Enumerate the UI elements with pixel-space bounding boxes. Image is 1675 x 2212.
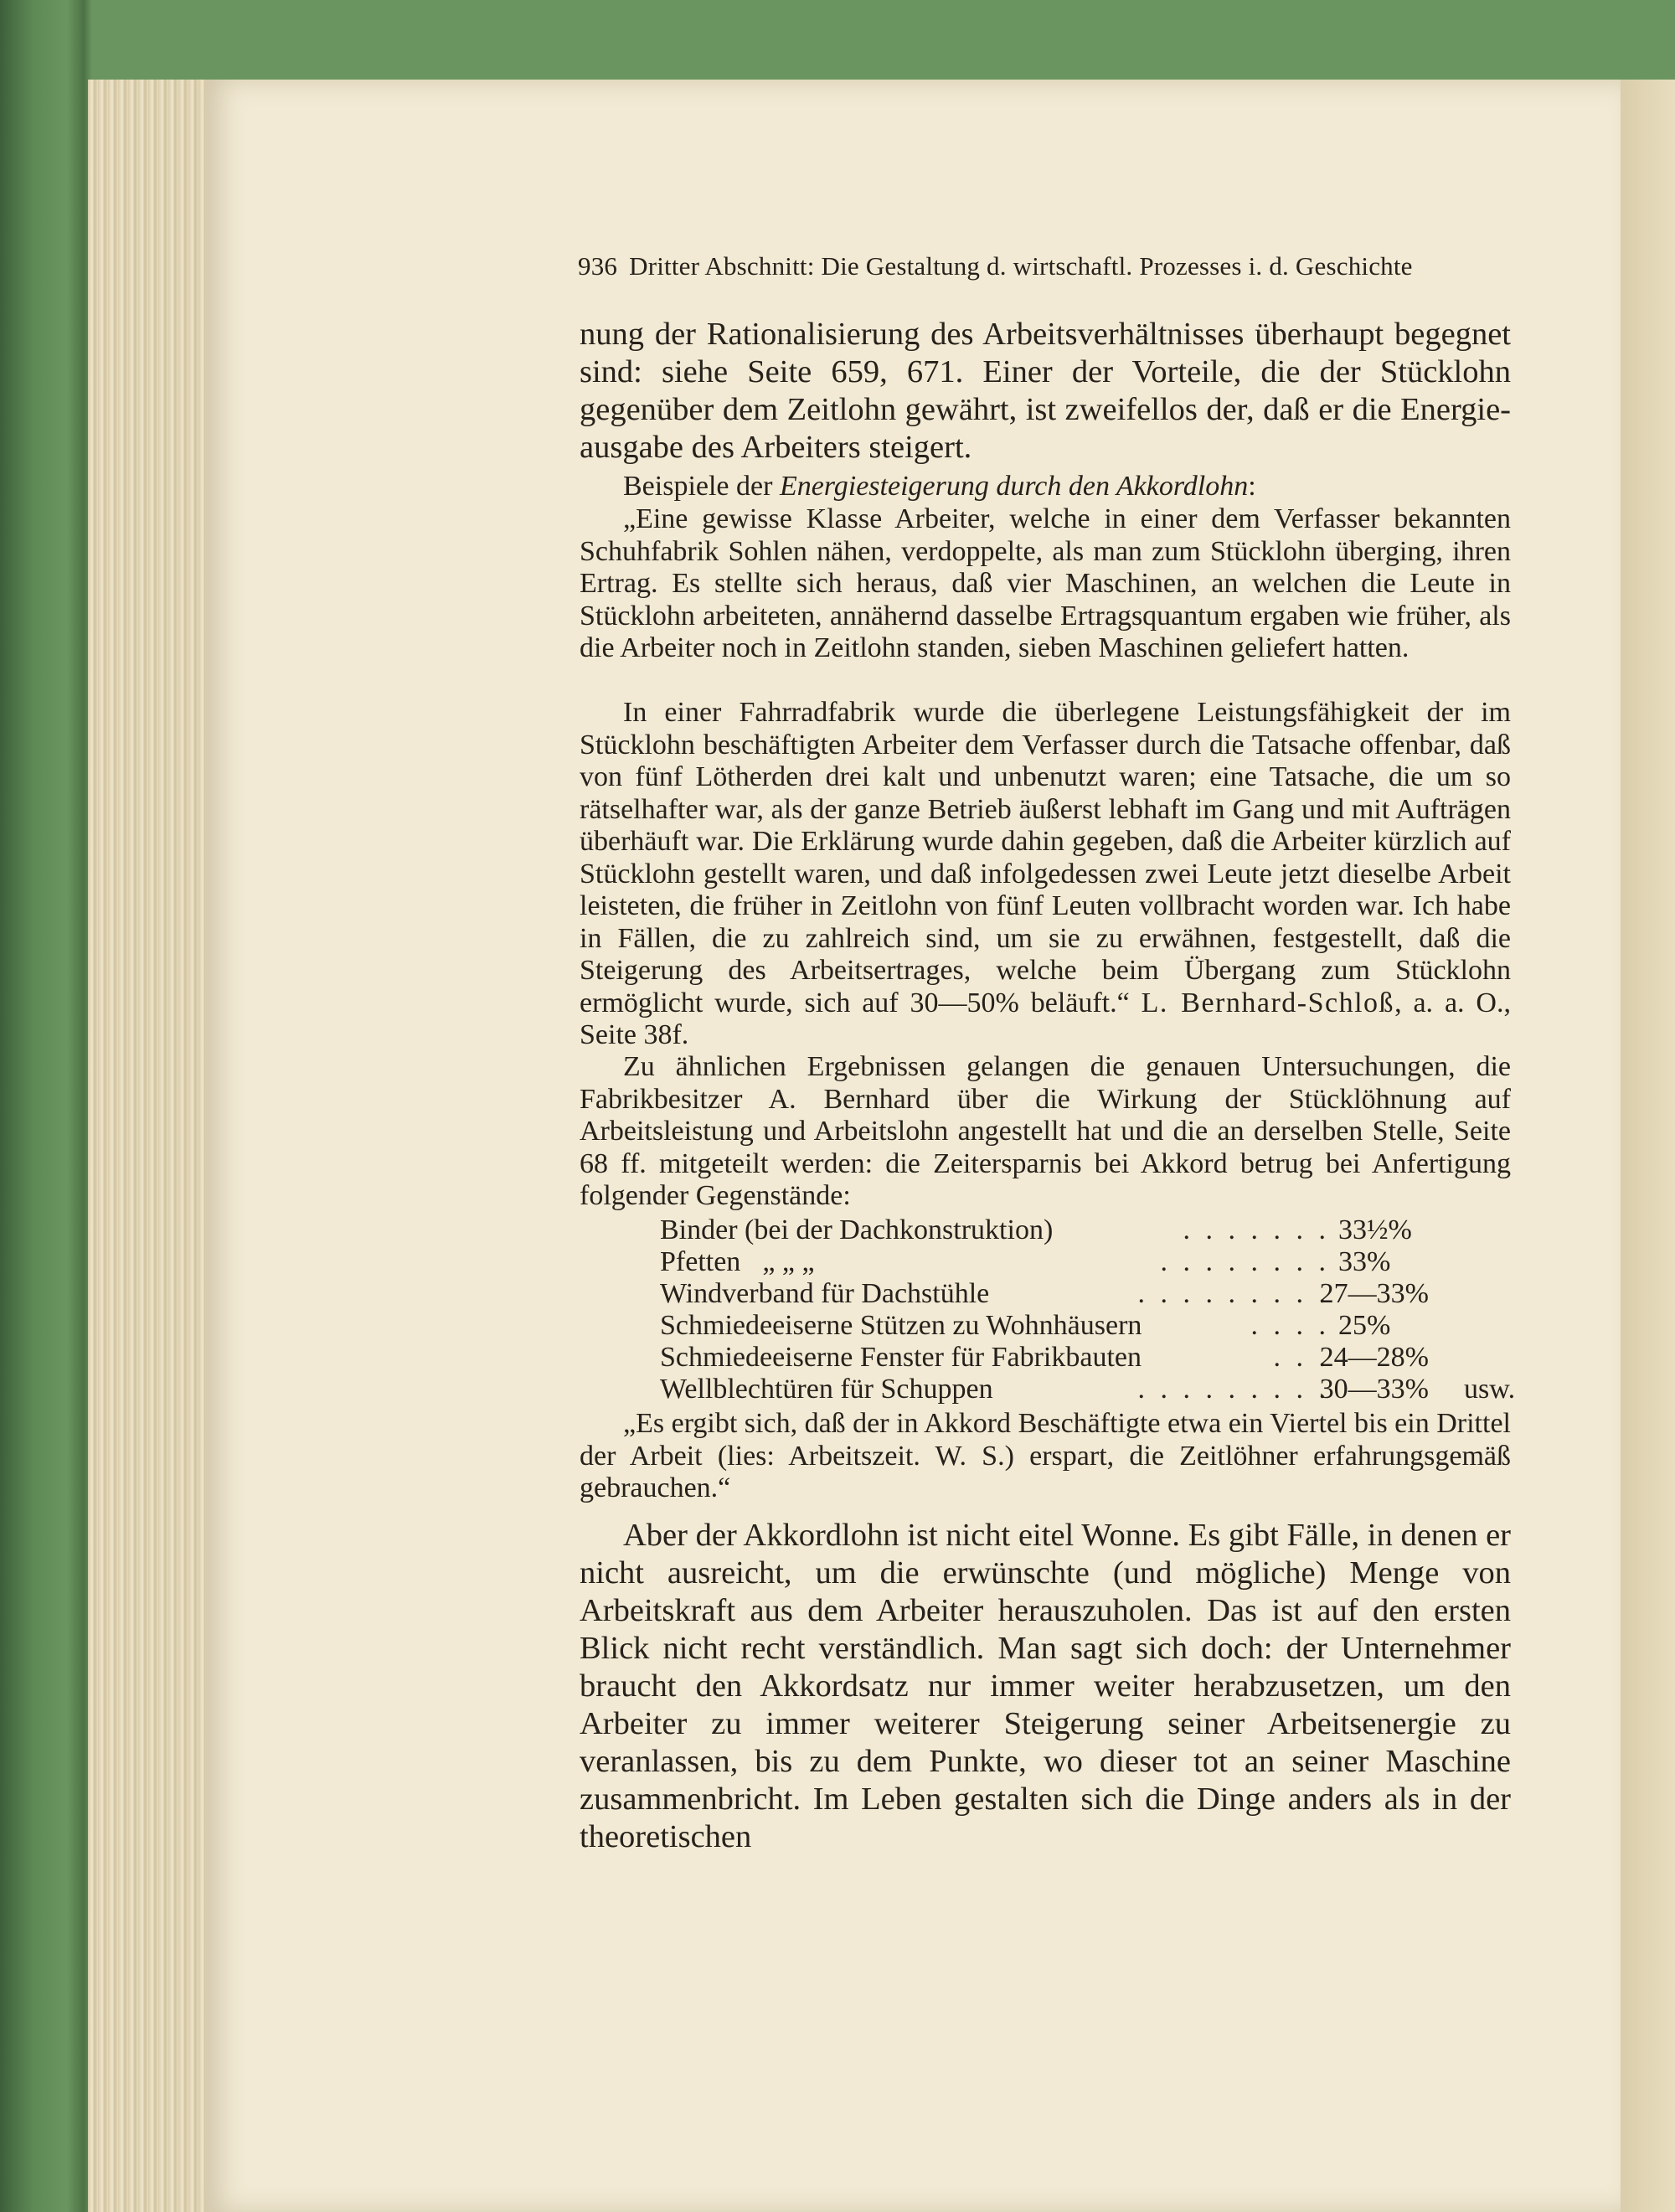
quote-citation: , a. a. O., Seite 38f. bbox=[580, 987, 1511, 1050]
table-item: Windverband für Dachstühle bbox=[660, 1278, 990, 1309]
table-row bbox=[660, 1246, 1429, 1278]
table-value: 24—28% bbox=[1319, 1342, 1429, 1373]
running-title: Dritter Abschnitt: Die Gestaltung d. wirtschaftl. Prozesses i. d. Geschichte bbox=[629, 251, 1413, 281]
table-item: Wellblechtüren für Schuppen bbox=[660, 1374, 993, 1405]
examples-heading-prefix: Beispiele der bbox=[623, 471, 780, 502]
table-row bbox=[660, 1278, 1429, 1310]
table-value: 25% bbox=[1338, 1310, 1391, 1341]
table-row bbox=[660, 1374, 1516, 1405]
facing-page-edge bbox=[1621, 80, 1675, 2212]
table-dots: . . . . . . . . bbox=[1160, 1246, 1330, 1277]
page-number: 936 bbox=[578, 251, 618, 281]
quote-shoe-factory: „Eine gewisse Klasse Arbeiter, welche in einer dem Verfasser bekannten Schuhfabrik Sohlen nähen, verdoppelte, als man zum Stücklohn überging, ihren Ertrag. Es stellte sich heraus, daß vier Maschinen, an welchen die Leute in Stücklohn arbeiteten, annähernd dasselbe Ertragsquantum ergaben wie früher, als die Arbeiter noch in Zeitlohn standen, sieben Maschinen geliefert hatten. bbox=[580, 503, 1511, 663]
table-dots: . . . . bbox=[1250, 1310, 1330, 1341]
table-value: 27—33% bbox=[1319, 1278, 1429, 1309]
quote-conclusion: „Es ergibt sich, daß der in Akkord Beschäftigte etwa ein Viertel bis ein Drittel der Arbeit (lies: Arbeitszeit. W. S.) erspart, die Zeitlöhner erfahrungsgemäß gebrauchen.“ bbox=[580, 1408, 1511, 1503]
table-row bbox=[660, 1214, 1429, 1246]
bernhard-paragraph: Zu ähnlichen Ergebnissen gelangen die genauen Untersuchungen, die Fabrikbesitzer A. Bernhard über die Wirkung der Stücklöhnung auf Arbeitsleistung und Arbeitslohn angestellt hat und die an derselben Stelle, Seite 68 ff. mitgeteilt werden: die Zeitersparnis bei Akkord betrug bei Anfertigung folgender Gegenstände: bbox=[580, 1051, 1511, 1211]
table-item: Schmiedeeiserne Fenster für Fabrikbauten bbox=[660, 1342, 1142, 1373]
examples-heading bbox=[580, 471, 1511, 503]
table-value: 33% bbox=[1338, 1246, 1391, 1277]
table-item: Pfetten bbox=[660, 1246, 741, 1277]
quote-bicycle-text: In einer Fahrradfabrik wurde die überlegene Leistungsfähigkeit der im Stücklohn beschäftigten Arbeiter dem Verfasser durch die Tatsache offenbar, daß von fünf Lötherden drei kalt und unbenutzt waren; eine Tatsache, die um so rätselhafter war, als der ganze Betrieb äußerst lebhaft im Gang und mit Aufträgen überhäuft war. Die Erklärung wurde dahin gegeben, daß die Arbeiter kürzlich auf Stücklohn gestellt waren, und daß infolgedessen zwei Leute jetzt dieselbe Arbeit leisteten, die früher in Zeitlohn von fünf Leuten vollbracht worden war. Ich habe in Fällen, die zu zahlreich sind, um sie zu erwähnen, festgestellt, daß die Steigerung des Arbeitsertrages, welche beim Übergang zum Stücklohn ermöglicht wurde, sich auf 30—50% beläuft.“ bbox=[580, 697, 1511, 1018]
closing-paragraph: Aber der Akkordlohn ist nicht eitel Wonne. Es gibt Fälle, in denen er nicht ausreicht, um die erwünschte (und mögliche) Menge von Arbeitskraft aus dem Arbeiter herauszuholen. Das ist auf den ersten Blick nicht recht verständlich. Man sagt sich doch: der Unternehmer braucht den Akkordsatz nur immer weiter herabzusetzen, um den Arbeiter zu immer weiterer Steigerung seiner Arbeitsenergie zu veranlassen, bis zu dem Punkte, wo dieser tot an seiner Maschine zusammenbricht. Im Leben gestalten sich die Dinge anders als in der theoretischen bbox=[580, 1518, 1511, 1854]
quote-bicycle-factory bbox=[580, 697, 1511, 1052]
table-value: 33½% bbox=[1338, 1214, 1412, 1245]
table-row bbox=[660, 1342, 1429, 1374]
table-ditto-marks: „ „ „ bbox=[762, 1246, 815, 1277]
examples-heading-emphasis: Energiesteigerung durch den Akkordlohn bbox=[779, 471, 1249, 502]
table-dots: . . . bbox=[1273, 1342, 1330, 1373]
table-dots: . . . . . . . . . bbox=[1137, 1278, 1330, 1309]
table-dots: . . . . . . . . . bbox=[1137, 1374, 1330, 1405]
table-item: Schmiedeeiserne Stützen zu Wohnhäusern bbox=[660, 1310, 1142, 1341]
table-suffix: usw. bbox=[1464, 1374, 1516, 1405]
table-item: Binder (bei der Dachkonstruktion) bbox=[660, 1214, 1054, 1245]
running-header bbox=[578, 251, 1503, 281]
quote-author: L. Bernhard-Schloß bbox=[1141, 987, 1395, 1018]
table-dots: . . . . . . . bbox=[1183, 1214, 1330, 1245]
table-row bbox=[660, 1310, 1429, 1342]
intro-paragraph: nung der Rationalisierung des Arbeitsverhältnisses überhaupt begegnet sind: siehe Seite 659, 671. Einer der Vorteile, die der Stücklohn gegenüber dem Zeitlohn gewährt, ist zweifellos der, daß er die Energie-ausgabe des Arbeiters steigert. bbox=[580, 317, 1511, 465]
table-value: 30—33% bbox=[1319, 1374, 1429, 1405]
examples-heading-suffix: : bbox=[1248, 471, 1256, 502]
